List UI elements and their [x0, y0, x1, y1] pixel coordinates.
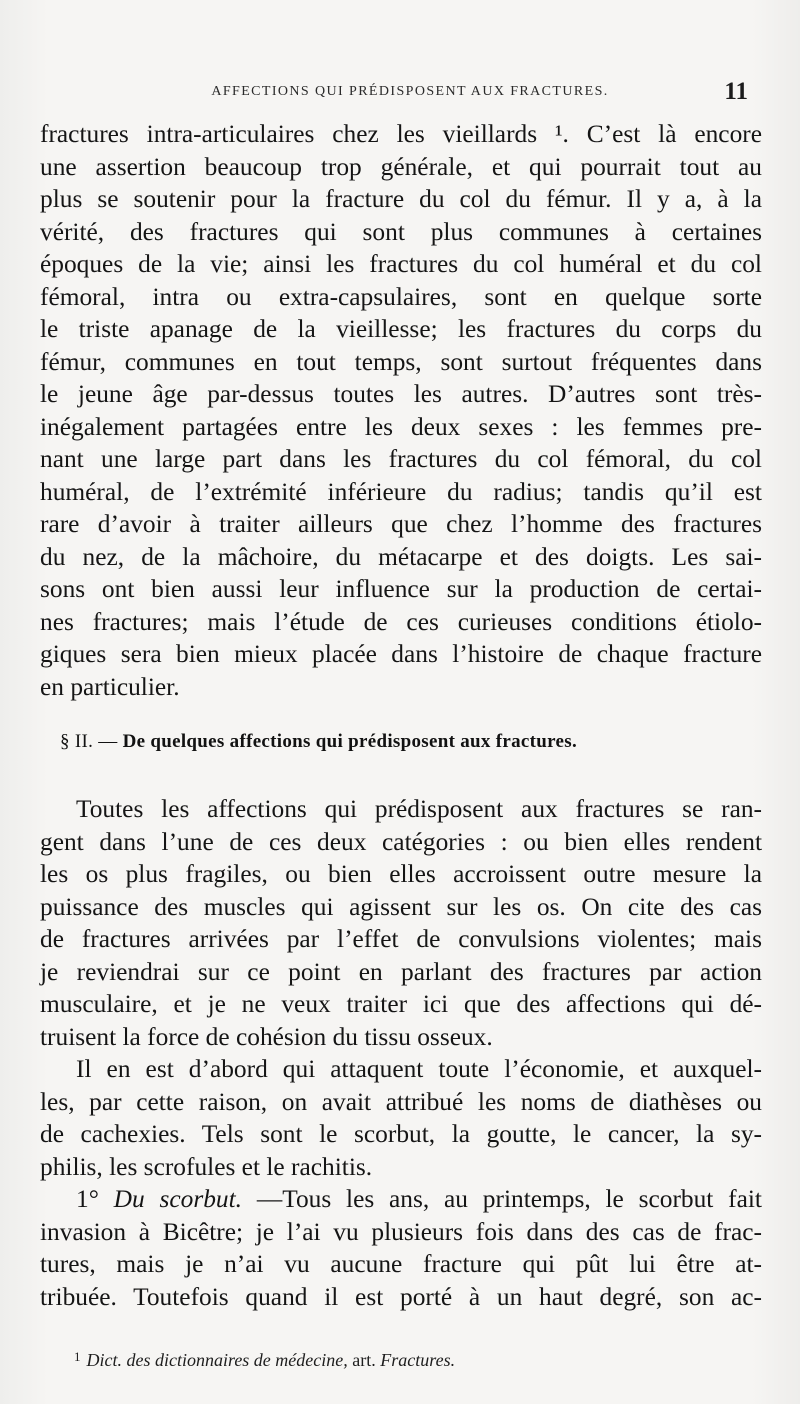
- footnote: [74, 1349, 455, 1371]
- text-line: puissance des muscles qui agissent sur les os. On cite des cas: [40, 892, 762, 921]
- section-heading: [60, 731, 762, 753]
- text-line: truisent la force de cohésion du tissu osseux.: [40, 1022, 493, 1051]
- text-line: fémur, communes en tout temps, sont surtout fréquentes dans: [40, 347, 762, 376]
- page-header: [40, 78, 760, 108]
- subsection-title: Du scorbut.: [113, 1185, 243, 1213]
- footnote-entry: Fractures.: [380, 1350, 456, 1370]
- text-line: rare d’avoir à traiter ailleurs que chez l’homme des fractures: [40, 510, 762, 538]
- running-title: AFFECTIONS QUI PRÉDISPOSENT AUX FRACTURES.: [211, 84, 609, 99]
- text-line: le jeune âge par-dessus toutes les autres. D’autres sont très-: [40, 380, 762, 408]
- text-line: nant une large part dans les fractures du col fémoral, du col: [40, 445, 762, 473]
- page-number: 11: [724, 78, 748, 105]
- text-line: de cachexies. Tels sont le scorbut, la goutte, le cancer, la sy-: [40, 1120, 762, 1148]
- text-line: en particulier.: [40, 672, 180, 701]
- text-line: nes fractures; mais l’étude de ces curieuses conditions étiolo-: [40, 607, 762, 636]
- text-line: Il en est d’abord qui attaquent toute l’économie, et auxquel-: [76, 1055, 762, 1083]
- text-line: inégalement partagées entre les deux sexes : les femmes pre-: [40, 412, 762, 441]
- footnote-source: Dict. des dictionnaires de médecine,: [86, 1350, 348, 1370]
- text-line: les, par cette raison, on avait attribué les noms de diathèses ou: [40, 1087, 762, 1116]
- text-line-subsection: [40, 1183, 762, 1216]
- section-number: § II. —: [60, 731, 118, 752]
- text-line: huméral, de l’extrémité inférieure du radius; tandis qu’il est: [40, 477, 762, 506]
- text-line: giques sera bien mieux placée dans l’histoire de chaque fracture: [40, 640, 762, 668]
- text-line: musculaire, et je ne veux traiter ici que des affections qui dé-: [40, 990, 762, 1018]
- text-line: sons ont bien aussi leur influence sur la production de certai-: [40, 575, 762, 603]
- footnote-mark: 1: [74, 1349, 81, 1364]
- text-line: du nez, de la mâchoire, du métacarpe et des doigts. Les sai-: [40, 542, 762, 571]
- text-line: fractures intra-articulaires chez les vieillards ¹. C’est là encore: [40, 120, 762, 148]
- text-line: le triste apanage de la vieillesse; les fractures du corps du: [40, 315, 762, 343]
- footnote-abbr: art.: [347, 1350, 381, 1370]
- subsection-number: 1°: [76, 1185, 99, 1213]
- text-line: je reviendrai sur ce point en parlant des fractures par action: [40, 957, 762, 986]
- text-line: une assertion beaucoup trop générale, et qui pourrait tout au: [40, 152, 762, 181]
- subsection-text: —Tous les ans, au printemps, le scorbut fait: [242, 1185, 762, 1213]
- text-line: Toutes les affections qui prédisposent aux fractures se ran-: [76, 795, 762, 823]
- text-line: vérité, des fractures qui sont plus communes à certaines: [40, 217, 762, 246]
- text-line: plus se soutenir pour la fracture du col du fémur. Il y a, à la: [40, 185, 762, 213]
- text-line: tures, mais je n’ai vu aucune fracture qui pût lui être at-: [40, 1250, 762, 1278]
- text-line: de fractures arrivées par l’effet de convulsions violentes; mais: [40, 925, 762, 953]
- text-line: invasion à Bicêtre; je l’ai vu plusieurs fois dans des cas de frac-: [40, 1217, 762, 1246]
- paragraph-continued: [40, 118, 762, 703]
- text-line: fémoral, intra ou extra-capsulaires, sont en quelque sorte: [40, 282, 762, 311]
- text-line: gent dans l’une de ces deux catégories : ou bien elles rendent: [40, 827, 762, 856]
- text-line: tribuée. Toutefois quand il est porté à un haut degré, son ac-: [40, 1282, 762, 1311]
- text-line: époques de la vie; ainsi les fractures du col huméral et du col: [40, 250, 762, 278]
- section-body: [40, 793, 762, 1313]
- text-line: les os plus fragiles, ou bien elles accroissent outre mesure la: [40, 860, 762, 888]
- section-title: De quelques affections qui prédisposent aux fractures.: [122, 731, 578, 752]
- text-line: philis, les scrofules et le rachitis.: [40, 1152, 373, 1181]
